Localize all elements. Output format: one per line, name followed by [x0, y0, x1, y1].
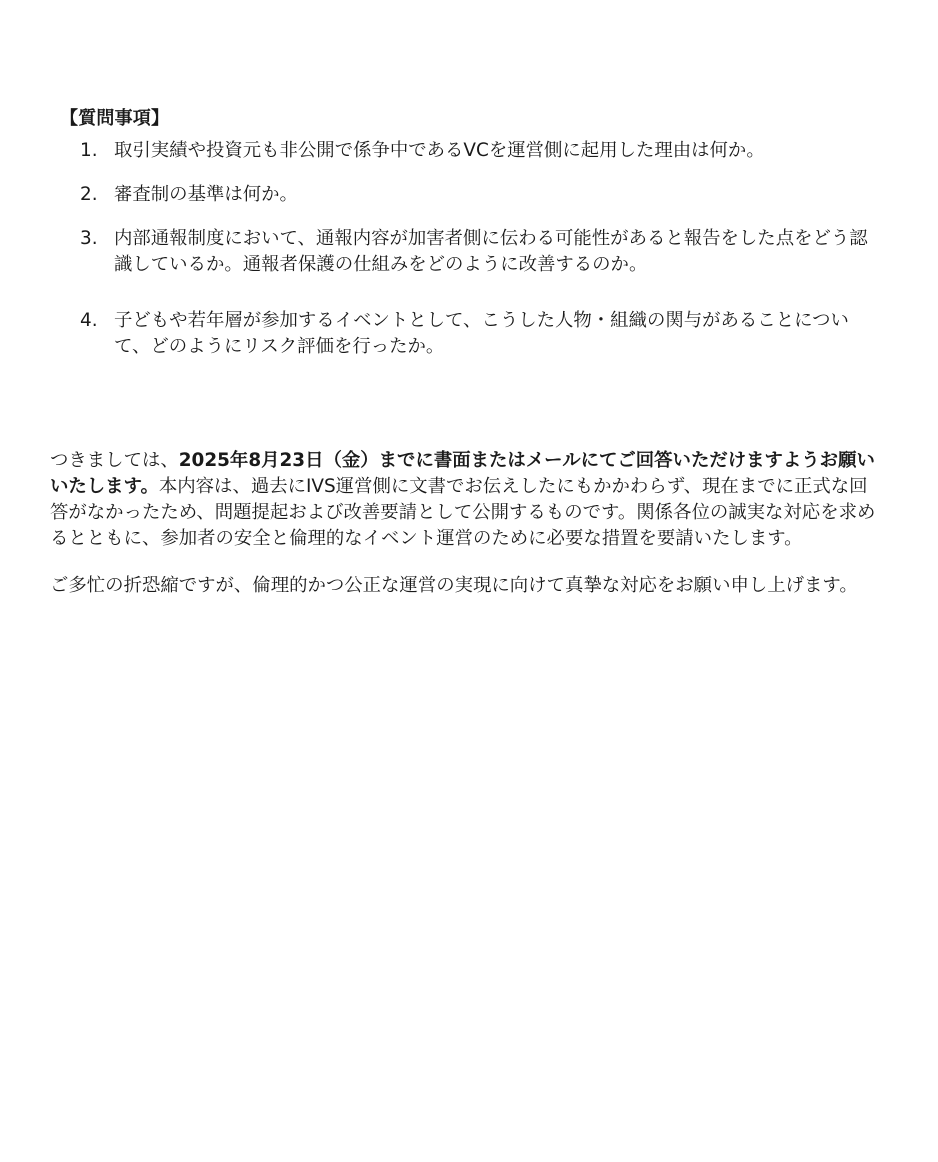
question-text: 子どもや若年層が参加するイベントとして、こうした人物・組織の関与があることについて、どのようにリスク評価を行ったか。: [114, 310, 849, 357]
question-number: 1.: [80, 140, 98, 161]
question-number: 3.: [80, 228, 98, 249]
question-item: [50, 308, 880, 360]
question-item: [50, 182, 880, 208]
document-body: [50, 106, 880, 599]
question-text: 内部通報制度において、通報内容が加害者側に伝わる可能性があると報告をした点をどう認識しているか。通報者保護の仕組みをどのように改善するのか。: [114, 228, 868, 275]
closing-body: 本内容は、過去にIVS運営側に文書でお伝えしたにもかかわらず、現在までに正式な回答がなかったため、問題提起および改善要請として公開するものです。関係各位の誠実な対応を求めるとともに、参加者の安全と倫理的なイベント運営のために必要な措置を要請いたします。: [50, 476, 876, 549]
question-item: [50, 226, 880, 278]
closing-paragraph: [50, 448, 880, 552]
question-number: 4.: [80, 310, 98, 331]
question-number: 2.: [80, 184, 98, 205]
section-heading: 【質問事項】: [60, 108, 170, 129]
question-text: 審査制の基準は何か。: [114, 184, 298, 205]
closing-remark: ご多忙の折恐縮ですが、倫理的かつ公正な運営の実現に向けて真摯な対応をお願い申し上げます。: [50, 575, 858, 596]
deadline-request: 2025年8月23日（金）までに書面またはメールにてご回答いただけますようお願いいたします。: [50, 450, 875, 497]
question-text: 取引実績や投資元も非公開で係争中であるVCを運営側に起用した理由は何か。: [114, 140, 765, 161]
closing-intro: つきましては、: [50, 450, 179, 471]
question-list: [50, 138, 880, 360]
question-item: [50, 138, 880, 164]
